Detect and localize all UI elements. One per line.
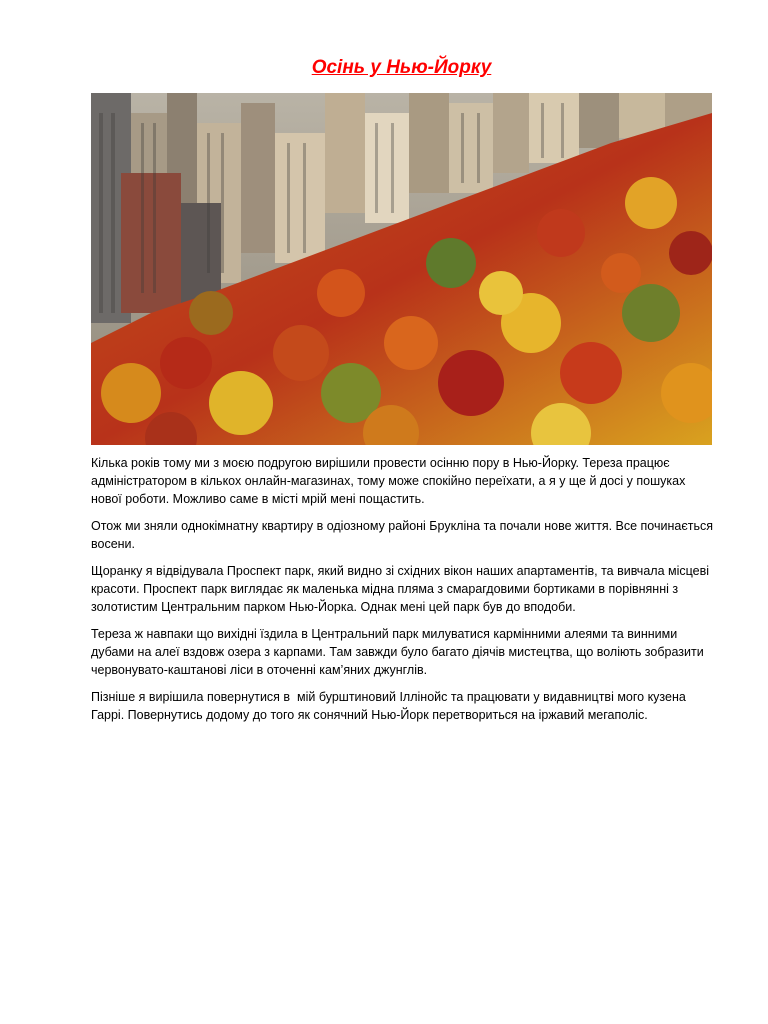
- paragraph: Отож ми зняли однокімнатну квартиру в одіозному районі Брукліна та почали нове життя. Все починається восени.: [91, 519, 717, 551]
- paragraph: Щоранку я відвідувала Проспект парк, який видно зі східних вікон наших апартаментів, та вивчала місцеві красоти. Проспект парк виглядає як маленька мідна пляма з смарагдовими бортиками в порівнянні з золотистим Центральним парком Нью-Йорка. Однак мені цей парк був до вподоби.: [91, 564, 713, 614]
- photo-illustration: [91, 93, 712, 445]
- paragraph: Тереза ж навпаки що вихідні їздила в Центральний парк милуватися кармінними алеями та винними дубами на алеї вздовж озера з карпами. Там завжди було багато діячів мистецтва, що воліють зобразити червонувато-каштанові ліси в оточенні кам’яних джунглів.: [91, 627, 708, 677]
- paragraph: Пізніше я вирішила повернутися в мій бурштиновий Іллінойс та працювати у видавництві мого кузена Гаррі. Повернутись додому до того як сонячний Нью-Йорк перетвориться на іржавий мегаполіс.: [91, 690, 690, 722]
- paragraph: Кілька років тому ми з моєю подругою вирішили провести осінню пору в Нью-Йорку. Тереза працює адміністратором в кількох онлайн-магазинах, тому може спокійно переїхати, а я у ще й досі у пошуках нової роботи. Можливо саме в місті мрій мені пощастить.: [91, 456, 689, 506]
- article-body: [91, 454, 719, 733]
- page-title: Осінь у Нью-Йорку: [311, 57, 492, 78]
- autumn-park-photo: [91, 93, 712, 445]
